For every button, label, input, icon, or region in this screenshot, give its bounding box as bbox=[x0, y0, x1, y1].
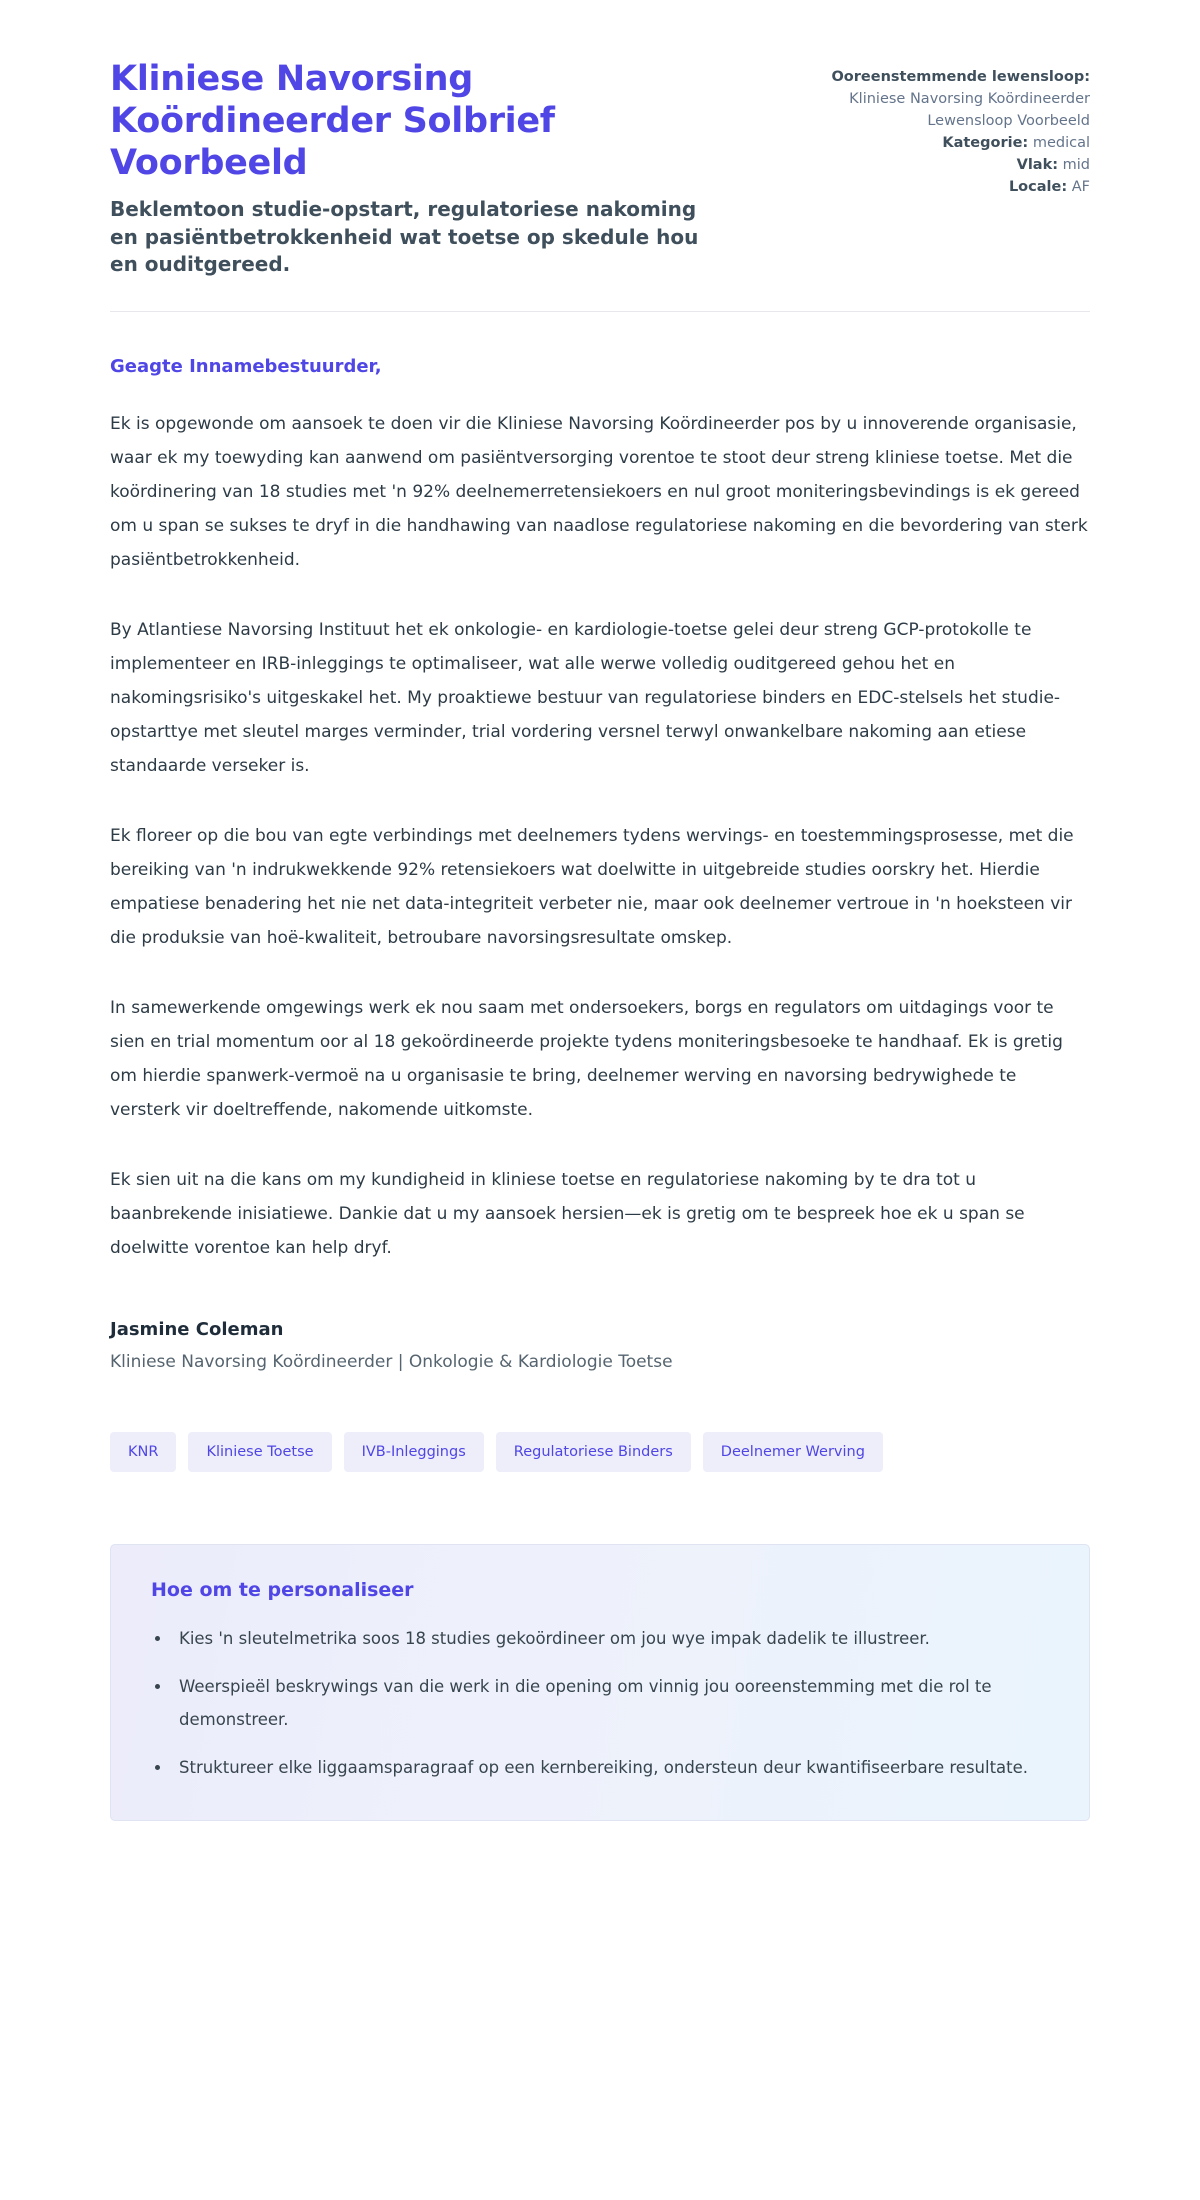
tag-chip[interactable]: Regulatoriese Binders bbox=[496, 1432, 691, 1473]
metadata-row-category bbox=[790, 132, 1090, 154]
document-metadata bbox=[790, 58, 1090, 198]
callout-item-text: Kies 'n sleutelmetrika soos 18 studies gekoördineer om jou wye impak dadelik te illustreer. bbox=[179, 1629, 930, 1649]
metadata-value: mid bbox=[1062, 157, 1090, 174]
letter-paragraph: Ek is opgewonde om aansoek te doen vir die Kliniese Navorsing Koördineerder pos by u innoverende organisasie, waar ek my toewyding kan aanwend om pasiëntversorging vorentoe te stoot deur streng kliniese toetse. Met die koördinering van 18 studies met 'n 92% deelnemerretensiekoers en nul groot moniteringsbevindings is ek gereed om u span se sukses te dryf in die handhawing van naadlose regulatoriese nakoming en die bevordering van sterk pasiëntbetrokkenheid. bbox=[110, 413, 1088, 570]
callout-item-text: Weerspieël beskrywings van die werk in die opening om vinnig jou ooreenstemming met die rol te demonstreer. bbox=[179, 1677, 992, 1729]
page-title: Kliniese Navorsing Koördineerder Solbrief Voorbeeld bbox=[110, 59, 555, 183]
tag-list bbox=[110, 1432, 1090, 1473]
tag-chip[interactable]: KNR bbox=[110, 1432, 176, 1473]
letter-paragraph: Ek sien uit na die kans om my kundigheid in kliniese toetse en regulatoriese nakoming by te dra tot u baanbrekende inisiatiewe. Dankie dat u my aansoek hersien—ek is gretig om te bespreek hoe ek u span se doelwitte vorentoe kan help dryf. bbox=[110, 1169, 1025, 1258]
signature-name: Jasmine Coleman bbox=[110, 1318, 284, 1340]
metadata-row-matching-resume bbox=[790, 66, 1090, 132]
metadata-value: medical bbox=[1032, 135, 1090, 152]
signature-role: Kliniese Navorsing Koördineerder | Onkologie & Kardiologie Toetse bbox=[110, 1351, 673, 1372]
signature-block bbox=[110, 1319, 1090, 1372]
tag-chip[interactable]: Deelnemer Werving bbox=[703, 1432, 883, 1473]
letter-paragraph: In samewerkende omgewings werk ek nou saam met ondersoekers, borgs en regulators om uitdagings voor te sien en trial momentum oor al 18 gekoördineerde projekte tydens moniteringsbesoeke te handhaaf. Ek is gretig om hierdie spanwerk-vermoë na u organisasie te bring, deelnemer werving en navorsing bedrywighede te versterk vir doeltreffende, nakomende uitkomste. bbox=[110, 997, 1063, 1120]
callout-tip-list bbox=[151, 1623, 1049, 1784]
callout-list-item bbox=[151, 1752, 1049, 1784]
metadata-label: Ooreenstemmende lewensloop: bbox=[831, 69, 1090, 85]
personalization-callout bbox=[110, 1544, 1090, 1821]
letter-body bbox=[110, 312, 1090, 1821]
letter-paragraph: Ek floreer op die bou van egte verbindings met deelnemers tydens wervings- en toestemmingsprosesse, met die bereiking van 'n indrukwekkende 92% retensiekoers wat doelwitte in uitgebreide studies oorskry het. Hierdie empatiese benadering het nie net data-integriteit verbeter nie, maar ook deelnemer vertroue in 'n hoeksteen vir die produksie van hoë-kwaliteit, betroubare navorsingsresultate omskep. bbox=[110, 825, 1074, 948]
bullet-icon bbox=[155, 1636, 160, 1641]
callout-title: Hoe om te personaliseer bbox=[151, 1579, 414, 1602]
letter-paragraph: By Atlantiese Navorsing Instituut het ek onkologie- en kardiologie-toetse gelei deur streng GCP-protokolle te implementeer en IRB-inleggings te optimaliseer, wat alle werwe volledig ouditgereed gehou het en nakomingsrisiko's uitgeskakel het. My proaktiewe bestuur van regulatoriese binders en EDC-stelsels het studie-opstarttye met sleutel marges verminder, trial vordering versnel terwyl onwankelbare nakoming aan etiese standaarde verseker is. bbox=[110, 619, 1061, 776]
bullet-icon bbox=[155, 1765, 160, 1770]
metadata-label: Locale: bbox=[1008, 179, 1068, 196]
metadata-row-locale bbox=[790, 176, 1090, 198]
callout-list-item bbox=[151, 1623, 1049, 1655]
metadata-value: AF bbox=[1071, 179, 1090, 196]
metadata-label: Kategorie: bbox=[942, 135, 1029, 152]
metadata-value: Kliniese Navorsing Koördineerder Lewensloop Voorbeeld bbox=[849, 91, 1090, 130]
metadata-row-level bbox=[790, 154, 1090, 176]
callout-item-text: Struktureer elke liggaamsparagraaf op een kernbereiking, ondersteun deur kwantifiseerbare resultate. bbox=[179, 1757, 1029, 1777]
page-subtitle: Beklemtoon studie-opstart, regulatoriese nakoming en pasiëntbetrokkenheid wat toetse op skedule hou en ouditgereed. bbox=[110, 197, 699, 277]
callout-list-item bbox=[151, 1671, 1049, 1735]
tag-chip[interactable]: IVB-Inleggings bbox=[344, 1432, 484, 1473]
metadata-label: Vlak: bbox=[1016, 157, 1059, 174]
page-header bbox=[110, 58, 1090, 297]
tag-chip[interactable]: Kliniese Toetse bbox=[188, 1432, 331, 1473]
header-title-block bbox=[110, 58, 730, 279]
bullet-icon bbox=[155, 1684, 160, 1689]
letter-salutation: Geagte Innamebestuurder, bbox=[110, 355, 382, 377]
